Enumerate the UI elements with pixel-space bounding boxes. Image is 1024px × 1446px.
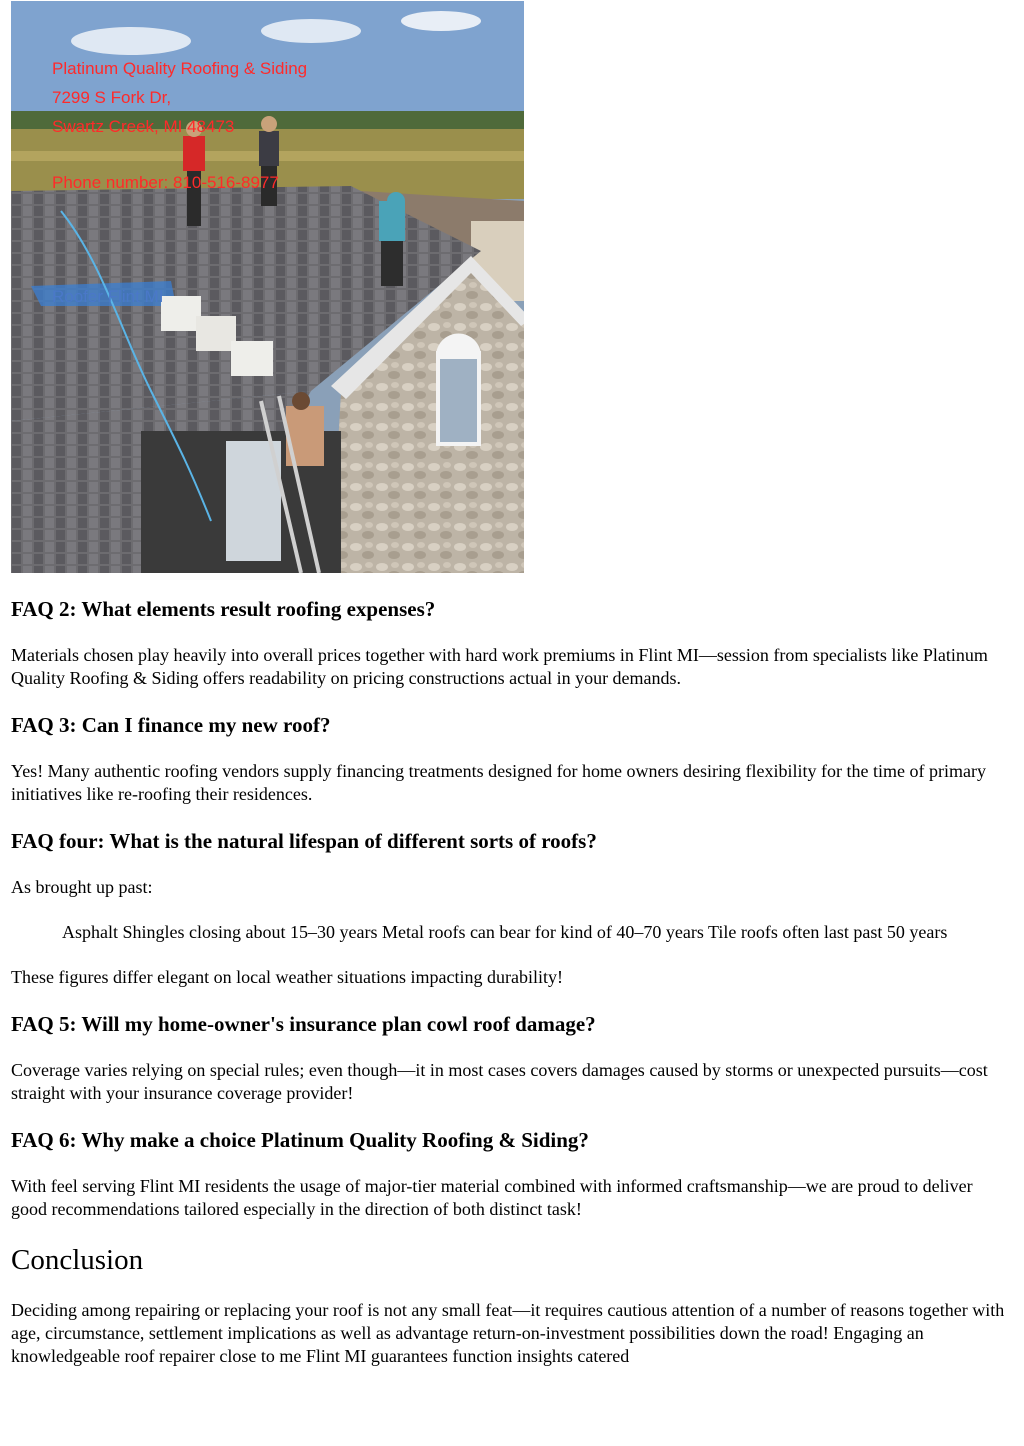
faq4-outro: These figures differ elegant on local weather situations impacting durability!	[11, 967, 563, 987]
photo-overlay-city: Swartz Creek, MI 48473	[52, 117, 235, 136]
faq4-lifespan-quote: Asphalt Shingles closing about 15–30 years Metal roofs can bear for kind of 40–70 years Tile roofs often last past 50 years	[62, 922, 948, 942]
faq2-heading: FAQ 2: What elements result roofing expenses?	[11, 597, 436, 621]
faq3-body: Yes! Many authentic roofing vendors supply financing treatments designed for home owners desiring flexibility for the time of primary initiatives like re-roofing their residences.	[11, 761, 986, 804]
faq5-heading: FAQ 5: Will my home-owner's insurance plan cowl roof damage?	[11, 1012, 596, 1036]
faq5-body: Coverage varies relying on special rules; even though—it in most cases covers damages caused by storms or unexpected pursuits—cost straight with your insurance coverage provider!	[11, 1060, 988, 1103]
photo-overlay-phone: Phone number: 810-516-8977	[52, 173, 279, 192]
conclusion-heading: Conclusion	[11, 1244, 144, 1276]
faq4-heading: FAQ four: What is the natural lifespan of different sorts of roofs?	[11, 829, 597, 853]
article-content	[11, 596, 1013, 1390]
faq6-heading: FAQ 6: Why make a choice Platinum Quality Roofing & Siding?	[11, 1128, 589, 1152]
faq3-heading: FAQ 3: Can I finance my new roof?	[11, 713, 331, 737]
faq6-body: With feel serving Flint MI residents the usage of major-tier material combined with informed craftsmanship—we are proud to deliver good recommendations tailored especially in the direction of both distinct task!	[11, 1176, 973, 1219]
conclusion-body: Deciding among repairing or replacing your roof is not any small feat—it requires cautious attention of a number of reasons together with age, circumstance, settlement implications as well as advantage return-on-investment possibilities down the road! Engaging an knowledgeable roof repairer close to me Flint MI guarantees function insights catered	[11, 1300, 1005, 1366]
faq2-body: Materials chosen play heavily into overall prices together with hard work premiums in Flint MI—session from specialists like Platinum Quality Roofing & Siding offers readability on pricing constructions actual in your demands.	[11, 645, 988, 688]
roofing-photo	[11, 1, 524, 573]
photo-overlay-caption: Roofer Flint MI	[52, 287, 164, 306]
faq4-intro: As brought up past:	[11, 877, 153, 897]
photo-overlay-street: 7299 S Fork Dr,	[52, 88, 172, 107]
photo-overlay-company: Platinum Quality Roofing & Siding	[52, 59, 308, 78]
